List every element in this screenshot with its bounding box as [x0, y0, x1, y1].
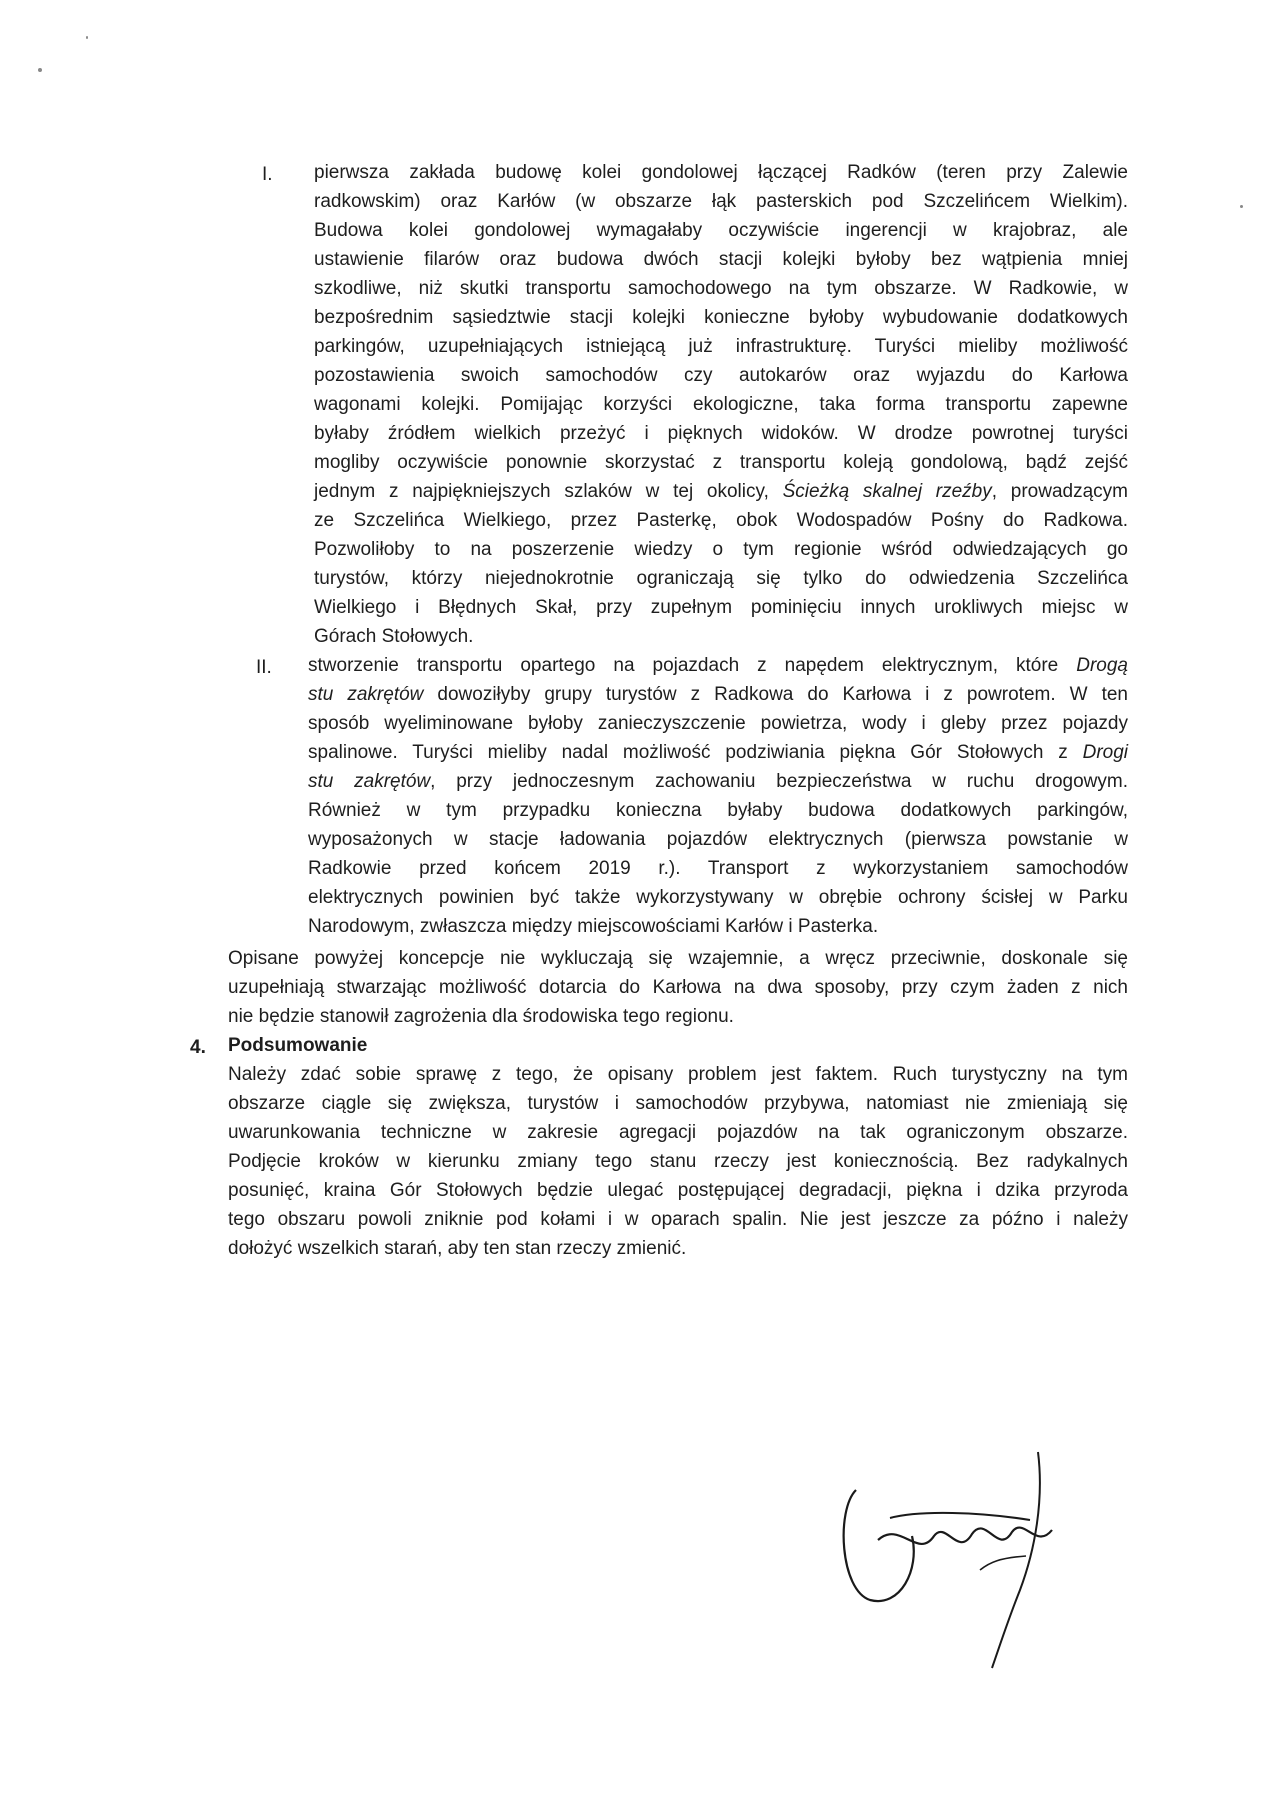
section-i-line: szkodliwe, niż skutki transportu samochodowego na tym obszarze. W Radkowie, w — [314, 278, 1128, 299]
section-i-line: wagonami kolejki. Pomijając korzyści ekologiczne, taka forma transportu zapewne — [314, 394, 1128, 415]
section-i-line: pierwsza zakłada budowę kolei gondolowej łączącej Radków (teren przy Zalewie — [314, 162, 1128, 183]
text-run: stworzenie transportu opartego na pojazdach z napędem elektrycznym, które — [308, 655, 1077, 676]
section-i-line: pozostawienia swoich samochodów czy autokarów oraz wyjazdu do Karłowa — [314, 365, 1128, 386]
conclusion-line: Opisane powyżej koncepcje nie wykluczają się wzajemnie, a wręcz przeciwnie, doskonale się — [228, 948, 1128, 969]
section-ii-line — [308, 740, 1128, 766]
road-name-italic: stu zakrętów — [308, 771, 431, 792]
section-ii-line: Narodowym, zwłaszcza między miejscowościami Karłów i Pasterka. — [308, 916, 879, 937]
section-i-line: mogliby oczywiście ponownie skorzystać z transportu koleją gondolową, bądź zejść — [314, 452, 1128, 473]
section-ii-line: sposób wyeliminowane byłoby zanieczyszczenie powietrza, wody i gleby przez pojazdy — [308, 713, 1128, 734]
road-name-italic: stu zakrętów — [308, 684, 424, 705]
summary-number: 4. — [190, 1037, 206, 1058]
section-i-line: Pozwoliłoby to na poszerzenie wiedzy o tym regionie wśród odwiedzających go — [314, 539, 1128, 560]
section-i-line: parkingów, uzupełniających istniejącą już infrastrukturę. Turyści mieliby możliwość — [314, 336, 1128, 357]
section-ii-line: Również w tym przypadku konieczna byłaby budowa dodatkowych parkingów, — [308, 800, 1128, 821]
section-i-line: radkowskim) oraz Karłów (w obszarze łąk pasterskich pod Szczelińcem Wielkim). — [314, 191, 1128, 212]
conclusion-line: nie będzie stanowił zagrożenia dla środowiska tego regionu. — [228, 1006, 734, 1027]
section-i-line: ze Szczelińca Wielkiego, przez Pasterkę, obok Wodospadów Pośny do Radkowa. — [314, 510, 1128, 531]
text-run: , przy jednoczesnym zachowaniu bezpieczeństwa w ruchu drogowym. — [430, 771, 1129, 792]
text-run: , prowadzącym — [991, 481, 1128, 502]
section-i-line: ustawienie filarów oraz budowa dwóch stacji kolejki byłoby bez wątpienia mniej — [314, 249, 1128, 270]
section-i-line: byłaby źródłem wielkich przeżyć i pięknych widoków. W drodze powrotnej turyści — [314, 423, 1128, 444]
summary-line: Podjęcie kroków w kierunku zmiany tego stanu rzeczy jest koniecznością. Bez radykalnych — [228, 1151, 1128, 1172]
mayor-signature-stamp — [830, 1440, 1130, 1670]
section-i-line: Budowa kolei gondolowej wymagałaby oczywiście ingerencji w krajobraz, ale — [314, 220, 1128, 241]
summary-line: tego obszaru powoli zniknie pod kołami i w oparach spalin. Nie jest jeszcze za późno i należy — [228, 1209, 1128, 1230]
summary-heading: Podsumowanie — [228, 1035, 368, 1056]
summary-line: Należy zdać sobie sprawę z tego, że opisany problem jest faktem. Ruch turystyczny na tym — [228, 1064, 1128, 1085]
summary-line: obszarze ciągle się zwiększa, turystów i samochodów przybywa, natomiast nie zmieniają się — [228, 1093, 1128, 1114]
section-i-line: Górach Stołowych. — [314, 626, 474, 647]
section-ii-line: wyposażonych w stacje ładowania pojazdów elektrycznych (pierwsza powstanie w — [308, 829, 1128, 850]
section-i-marker: I. — [262, 164, 273, 185]
trail-name-italic: Ścieżką skalnej rzeźby — [782, 481, 992, 502]
summary-line: uwarunkowania techniczne w zakresie agregacji pojazdów na tak ograniczonym obszarze. — [228, 1122, 1128, 1143]
section-ii-marker: II. — [256, 657, 272, 678]
section-ii-line: Radkowie przed końcem 2019 r.). Transport z wykorzystaniem samochodów — [308, 858, 1128, 879]
summary-line: dołożyć wszelkich starań, aby ten stan rzeczy zmienić. — [228, 1238, 687, 1259]
summary-line: posunięć, kraina Gór Stołowych będzie ulegać postępującej degradacji, piękna i dzika przyroda — [228, 1180, 1128, 1201]
text-run: jednym z najpiękniejszych szlaków w tej okolicy, — [314, 481, 783, 502]
section-ii-line — [308, 682, 1128, 708]
section-ii-line — [308, 769, 1128, 795]
section-ii-line: elektrycznych powinien być także wykorzystywany w obrębie ochrony ścisłej w Parku — [308, 887, 1128, 908]
section-i-line-with-trail — [314, 479, 1128, 505]
section-i-line: turystów, którzy niejednokrotnie ograniczają się tylko do odwiedzenia Szczelińca — [314, 568, 1128, 589]
text-run: dowoziłyby grupy turystów z Radkowa do Karłowa i z powrotem. W ten — [423, 684, 1128, 705]
text-run: spalinowe. Turyści mieliby nadal możliwość podziwiania piękna Gór Stołowych z — [308, 742, 1083, 763]
handwritten-signature — [830, 1440, 1130, 1670]
conclusion-line: uzupełniają stwarzając możliwość dotarcia do Karłowa na dwa sposoby, przy czym żaden z nich — [228, 977, 1128, 998]
road-name-italic: Drogą — [1076, 655, 1128, 676]
section-i-line: bezpośrednim sąsiedztwie stacji kolejki konieczne byłoby wybudowanie dodatkowych — [314, 307, 1128, 328]
section-ii-line — [308, 653, 1128, 679]
section-i-line: Wielkiego i Błędnych Skał, przy zupełnym pominięciu innych urokliwych miejsc w — [314, 597, 1128, 618]
road-name-italic: Drogi — [1082, 742, 1128, 763]
